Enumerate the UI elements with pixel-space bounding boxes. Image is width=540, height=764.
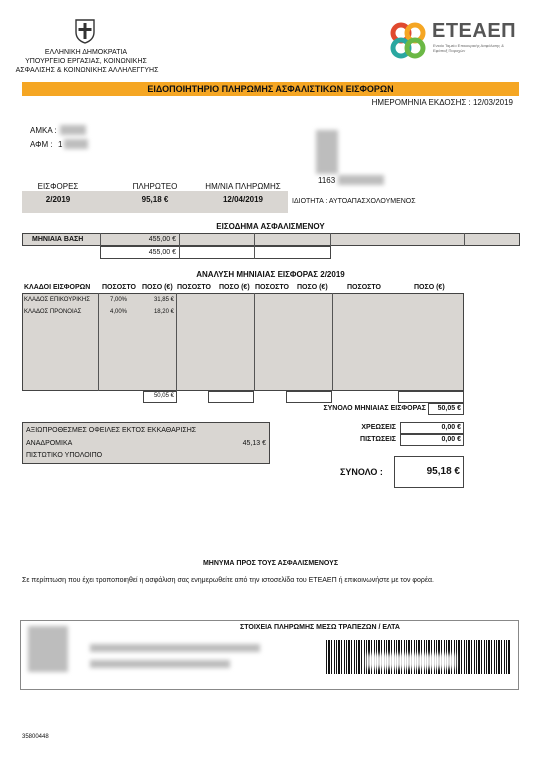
amount-row-2: 18,20 € (153, 309, 174, 315)
amount-row-1: 31,85 € (153, 297, 174, 303)
charges-label: ΧΡΕΩΣΕΙΣ (361, 424, 396, 431)
afm-prefix: 1 (58, 140, 63, 149)
debts-label-1: ΑΞΙΩΠΡΟΘΕΣΜΕΣ ΟΦΕΙΛΕΣ ΕΚΤΟΣ ΕΚΚΑΘΑΡΙΣΗΣ (26, 427, 197, 434)
payment-date-header: ΗΜ/ΝΙΑ ΠΛΗΡΩΜΗΣ (205, 182, 281, 191)
redacted-line-1 (90, 644, 260, 652)
credits-value: 0,00 € (441, 436, 461, 443)
gov-line-2: ΥΠΟΥΡΓΕΙΟ ΕΡΓΑΣΙΑΣ, ΚΟΙΝΩΝΙΚΗΣ (25, 58, 147, 65)
bank-payment-title: ΣΤΟΙΧΕΙΑ ΠΛΗΡΩΜΗΣ ΜΕΣΩ ΤΡΑΠΕΖΩΝ / ΕΛΤΑ (240, 624, 400, 631)
amka-label: ΑΜΚΑ : (30, 126, 57, 135)
col-amount-3: ΠΟΣΟ (€) (297, 284, 328, 291)
redacted-barcode-digits (366, 654, 456, 668)
income-row-1 (22, 233, 520, 246)
rate-row-2: 4,00% (110, 309, 128, 315)
debts-label-2: ΑΝΑΔΡΟΜΙΚΑ (26, 440, 73, 447)
credits-label: ΠΙΣΤΩΣΕΙΣ (360, 436, 396, 443)
message-text: Σε περίπτωση που έχει τροποποιηθεί η ασφάλιση σας ενημερωθείτε από την ιστοσελίδα του ΕΤΕΑΕΠ ή επικοινωνήστε με τον φορέα. (22, 577, 434, 584)
contributions-header: ΕΙΣΦΟΡΕΣ (37, 182, 79, 191)
gov-line-1: ΕΛΛΗΝΙΚΗ ΔΗΜΟΚΡΑΤΙΑ (44, 49, 128, 56)
status-line: ΙΔΙΟΤΗΤΑ : ΑΥΤΟΑΠΑΣΧΟΛΟΥΜΕΝΟΣ (292, 198, 416, 205)
payable-header: ΠΛΗΡΩΤΕΟ (132, 182, 178, 191)
redacted-amka (60, 125, 86, 135)
analysis-title: ΑΝΑΛΥΣΗ ΜΗΝΙΑΙΑΣ ΕΙΣΦΟΡΑΣ 2/2019 (196, 270, 345, 279)
redacted-afm (64, 139, 88, 149)
base-value: 455,00 € (148, 236, 176, 243)
brand-subtitle: Ενιαίο Ταμείο Επικουρικής Ασφάλισης & Εφάπαξ Παροχών (433, 43, 504, 53)
col-amount-1: ΠΟΣΟ (€) (142, 284, 173, 291)
col-rate-2: ΠΟΣΟΣΤΟ (177, 284, 211, 291)
redacted-line-2 (90, 660, 230, 668)
issue-date: ΗΜΕΡΟΜΗΝΙΑ ΕΚΔΟΣΗΣ : 12/03/2019 (371, 98, 513, 107)
page-title: ΕΙΔΟΠΟΙΗΤΗΡΙΟ ΠΛΗΡΩΜΗΣ ΑΣΦΑΛΙΣΤΙΚΩΝ ΕΙΣΦΟΡΩΝ (22, 82, 519, 96)
analysis-table (22, 293, 464, 391)
contributions-value: 2/2019 (45, 195, 71, 204)
total-value: 95,18 € (426, 466, 460, 477)
col-branches: ΚΛΑΔΟΙ ΕΙΣΦΟΡΩΝ (24, 284, 91, 291)
debts-value-2: 45,13 € (242, 440, 266, 447)
col-amount-4: ΠΟΣΟ (€) (414, 284, 445, 291)
debts-label-3: ΠΙΣΤΩΤΙΚΟ ΥΠΟΛΟΙΠΟ (26, 452, 103, 459)
eteaep-logo-icon (387, 20, 429, 62)
col-rate-1: ΠΟΣΟΣΤΟ (102, 284, 136, 291)
subtotal-box-3 (286, 391, 332, 403)
redacted-code (338, 175, 384, 185)
greek-emblem-icon (74, 18, 96, 44)
branch-row-2: ΚΛΑΔΟΣ ΠΡΟΝΟΙΑΣ (24, 309, 82, 315)
subtotal-box-2 (208, 391, 254, 403)
col-rate-3: ΠΟΣΟΣΤΟ (255, 284, 289, 291)
monthly-total-label: ΣΥΝΟΛΟ ΜΗΝΙΑΙΑΣ ΕΙΣΦΟΡΑΣ (323, 405, 426, 412)
redacted-bank-logo (28, 626, 68, 672)
gov-line-3: ΑΣΦΑΛΙΣΗΣ & ΚΟΙΝΩΝΙΚΗΣ ΑΛΛΗΛΕΓΓΥΗΣ (15, 67, 159, 74)
charges-value: 0,00 € (441, 424, 461, 431)
message-title: ΜΗΝΥΜΑ ΠΡΟΣ ΤΟΥΣ ΑΣΦΑΛΙΣΜΕΝΟΥΣ (202, 560, 339, 567)
code-prefix: 1163 (318, 176, 336, 185)
rate-row-1: 7,00% (110, 297, 128, 303)
subtotal-value: 50,05 € (153, 393, 174, 399)
monthly-total-value: 50,05 € (437, 405, 461, 412)
afm-label: ΑΦΜ : (30, 140, 53, 149)
base-value-2: 455,00 € (148, 249, 176, 256)
total-label: ΣΥΝΟΛΟ : (340, 467, 383, 477)
document-code: 35800448 (22, 734, 49, 740)
col-amount-2: ΠΟΣΟ (€) (219, 284, 250, 291)
payment-date-value: 12/04/2019 (222, 195, 264, 204)
payable-value: 95,18 € (141, 195, 169, 204)
subtotal-box-4 (398, 391, 464, 403)
brand-name: ΕΤΕΑΕΠ (432, 20, 517, 42)
base-label: ΜΗΝΙΑΙΑ ΒΑΣΗ (32, 236, 84, 243)
branch-row-1: ΚΛΑΔΟΣ ΕΠΙΚΟΥΡΙΚΗΣ (24, 297, 90, 303)
income-title: ΕΙΣΟΔΗΜΑ ΑΣΦΑΛΙΣΜΕΝΟΥ (216, 222, 325, 231)
col-rate-4: ΠΟΣΟΣΤΟ (347, 284, 381, 291)
redacted-name (316, 130, 338, 174)
